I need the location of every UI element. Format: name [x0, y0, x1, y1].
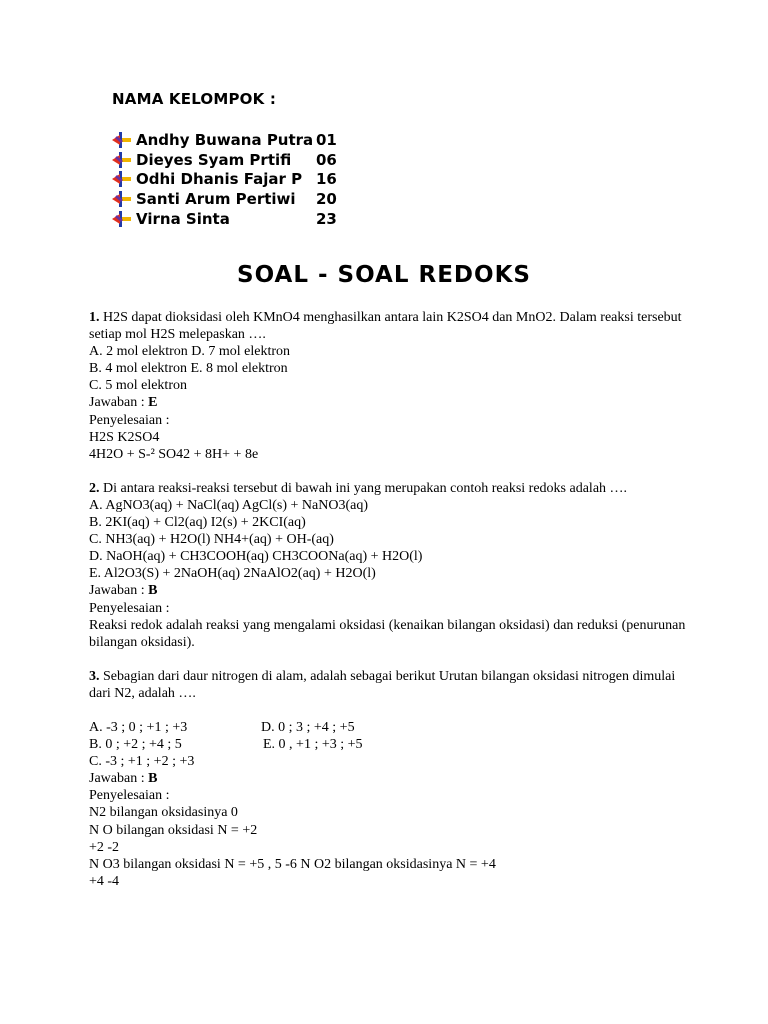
option-a: A. -3 ; 0 ; +1 ; +3	[89, 719, 188, 735]
question-body: Di antara reaksi-reaksi tersebut di bawah ini yang merupakan contoh reaksi redoks adalah ….	[99, 480, 628, 496]
member-row	[112, 130, 346, 150]
solution-line: +4 -4	[89, 873, 120, 889]
answer-label: Jawaban :	[89, 771, 149, 787]
option-line: B. 4 mol elektron E. 8 mol elektron	[89, 361, 288, 377]
member-number: 20	[316, 189, 337, 208]
member-row	[112, 209, 346, 229]
answer-line	[89, 582, 689, 599]
answer-label: Jawaban :	[89, 395, 149, 411]
question-3-text	[89, 668, 689, 702]
member-name: Odhi Dhanis Fajar P	[136, 170, 303, 189]
member-row	[112, 150, 346, 170]
answer-label: Jawaban :	[89, 583, 149, 599]
solution-line: 4H2O + S-² SO42 + 8H+ + 8e	[89, 446, 259, 462]
arrow-bullet-icon	[112, 132, 132, 148]
group-title: NAMA KELOMPOK :	[112, 90, 277, 108]
spacer	[89, 463, 689, 480]
option-line: E. Al2O3(S) + 2NaOH(aq) 2NaAlO2(aq) + H2O(l)	[89, 566, 376, 582]
option-row	[89, 719, 689, 736]
member-row	[112, 169, 346, 189]
member-name: Andhy Buwana Putra	[136, 130, 314, 149]
option-line: C. 5 mol elektron	[89, 378, 187, 394]
option-line: C. NH3(aq) + H2O(l) NH4+(aq) + OH-(aq)	[89, 532, 334, 548]
solution-label: Penyelesaian :	[89, 412, 170, 428]
spacer	[89, 702, 689, 719]
answer-line	[89, 394, 689, 411]
question-1-text	[89, 309, 689, 343]
answer-line	[89, 770, 689, 787]
option-c: C. -3 ; +1 ; +2 ; +3	[89, 754, 195, 770]
spacer	[89, 651, 689, 668]
option-line: A. AgNO3(aq) + NaCl(aq) AgCl(s) + NaNO3(aq)	[89, 497, 369, 513]
solution-line: H2S K2SO4	[89, 429, 160, 445]
option-line: B. 2KI(aq) + Cl2(aq) I2(s) + 2KCI(aq)	[89, 515, 306, 531]
question-2-text	[89, 480, 689, 497]
question-number: 1.	[89, 310, 100, 325]
page-title: SOAL - SOAL REDOKS	[237, 262, 531, 288]
member-number: 16	[316, 170, 337, 189]
question-number: 3.	[89, 668, 100, 684]
answer-value: E	[148, 395, 158, 411]
group-members-section	[112, 90, 346, 228]
question-body: H2S dapat dioksidasi oleh KMnO4 menghasilkan antara lain K2SO4 dan MnO2. Dalam reaksi tersebut setiap mol H2S melepaskan ….	[89, 310, 682, 343]
solution-text: Reaksi redok adalah reaksi yang mengalami oksidasi (kenaikan bilangan oksidasi) dan reduksi (penurunan bilangan oksidasi).	[89, 617, 686, 650]
arrow-bullet-icon	[112, 191, 132, 207]
question-body: Sebagian dari daur nitrogen di alam, adalah sebagai berikut Urutan bilangan oksidasi nitrogen dimulai dari N2, adalah ….	[89, 668, 676, 701]
solution-line: N2 bilangan oksidasinya 0	[89, 805, 238, 821]
member-number: 06	[316, 150, 337, 169]
solution-label: Penyelesaian :	[89, 600, 170, 616]
member-row	[112, 189, 346, 209]
answer-value: B	[148, 583, 158, 599]
answer-value: B	[148, 771, 158, 787]
member-name: Santi Arum Pertiwi	[136, 189, 296, 208]
solution-line: N O bilangan oksidasi N = +2	[89, 822, 258, 838]
question-number: 2.	[89, 480, 100, 496]
option-line: D. NaOH(aq) + CH3COOH(aq) CH3COONa(aq) + H2O(l)	[89, 549, 423, 565]
arrow-bullet-icon	[112, 211, 132, 227]
member-name: Dieyes Syam Prtifi	[136, 150, 292, 169]
solution-line: +2 -2	[89, 839, 120, 855]
solution-line: N O3 bilangan oksidasi N = +5 , 5 -6 N O2 bilangan oksidasinya N = +4	[89, 856, 496, 872]
option-line: A. 2 mol elektron D. 7 mol elektron	[89, 344, 291, 360]
arrow-bullet-icon	[112, 171, 132, 187]
option-d: D. 0 ; 3 ; +4 ; +5	[261, 719, 355, 735]
option-row	[89, 736, 689, 753]
questions-body	[89, 309, 689, 890]
solution-label: Penyelesaian :	[89, 788, 170, 804]
option-e: E. 0 , +1 ; +3 ; +5	[263, 737, 363, 753]
arrow-bullet-icon	[112, 152, 132, 168]
member-number: 23	[316, 209, 337, 228]
member-name: Virna Sinta	[136, 209, 230, 228]
option-b: B. 0 ; +2 ; +4 ; 5	[89, 737, 182, 753]
member-number: 01	[316, 130, 337, 149]
